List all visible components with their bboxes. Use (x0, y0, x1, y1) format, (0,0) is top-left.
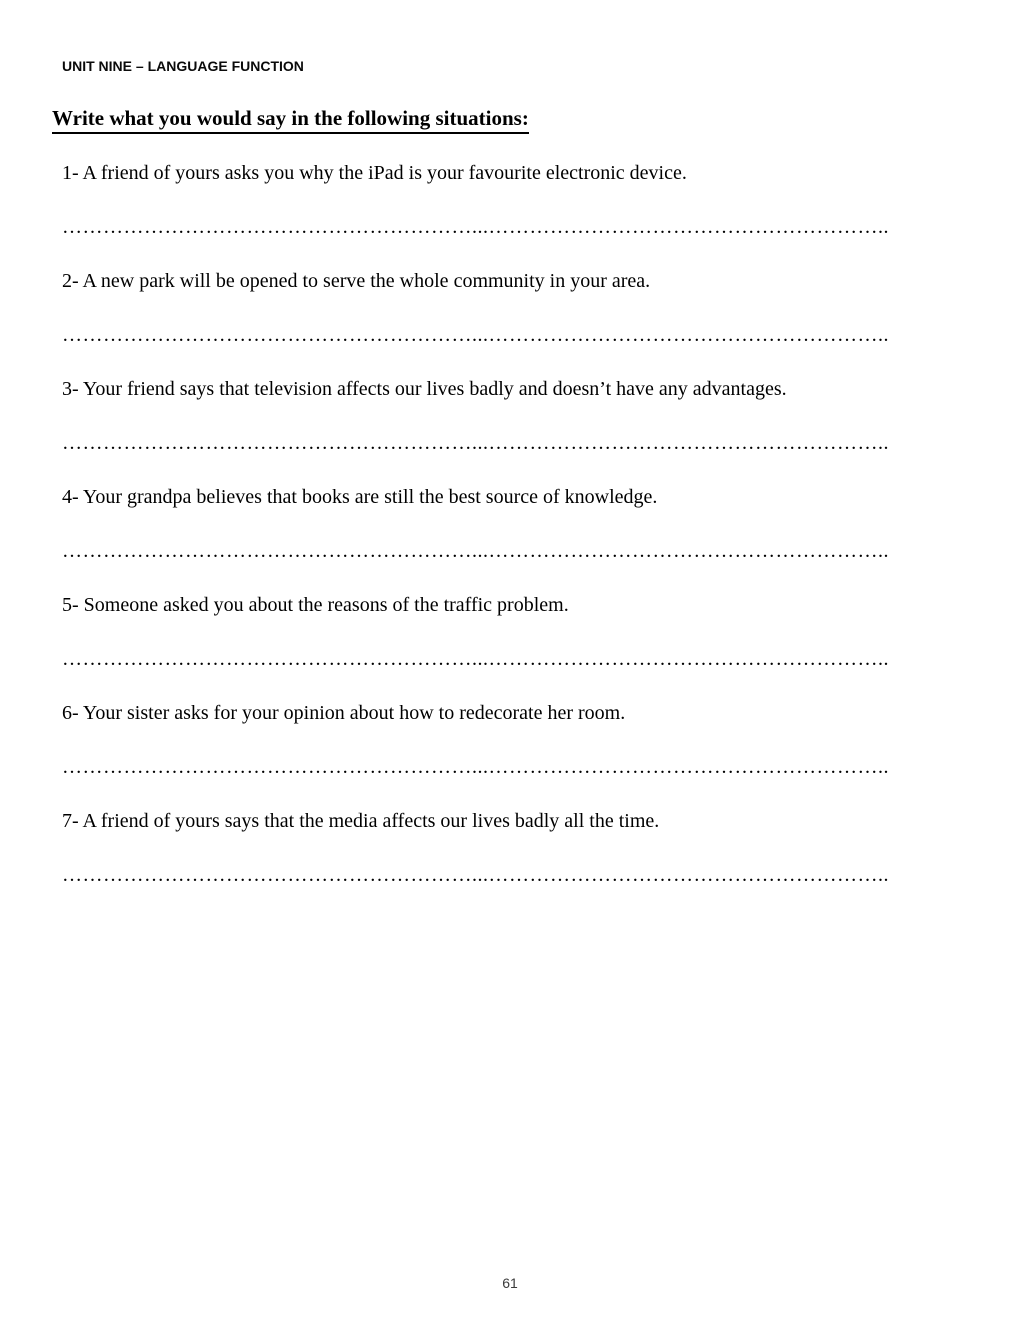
page-title: Write what you would say in the following situations: (52, 105, 529, 134)
qa-block (62, 485, 965, 563)
unit-header: UNIT NINE – LANGUAGE FUNCTION (62, 58, 304, 74)
question-text: 1- A friend of yours asks you why the iPad is your favourite electronic device. (62, 162, 687, 184)
page-content (0, 58, 1020, 887)
question-text: 2- A new park will be opened to serve the whole community in your area. (62, 270, 651, 292)
qa-block (62, 593, 965, 671)
question-text: 7- A friend of yours says that the media affects our lives badly all the time. (62, 810, 660, 832)
question-text: 6- Your sister asks for your opinion about how to redecorate her room. (62, 702, 626, 724)
qa-block (62, 161, 965, 239)
question-text: 5- Someone asked you about the reasons of the traffic problem. (62, 594, 569, 616)
title-row (52, 105, 965, 134)
answer-line: ……………………………………………………...………………………………………………….. (62, 756, 889, 778)
answer-line: ……………………………………………………...………………………………………………….. (62, 324, 889, 346)
page-number: 61 (502, 1275, 518, 1291)
qa-block (62, 701, 965, 779)
answer-line: ……………………………………………………...………………………………………………….. (62, 432, 889, 454)
question-text: 4- Your grandpa believes that books are still the best source of knowledge. (62, 486, 658, 508)
question-text: 3- Your friend says that television affects our lives badly and doesn’t have any advantages. (62, 378, 787, 400)
answer-line: ……………………………………………………...………………………………………………….. (62, 216, 889, 238)
answer-line: ……………………………………………………...………………………………………………….. (62, 648, 889, 670)
answer-line: ……………………………………………………...………………………………………………….. (62, 864, 889, 886)
qa-block (62, 809, 965, 887)
qa-block (62, 269, 965, 347)
qa-block (62, 377, 965, 455)
answer-line: ……………………………………………………...………………………………………………….. (62, 540, 889, 562)
